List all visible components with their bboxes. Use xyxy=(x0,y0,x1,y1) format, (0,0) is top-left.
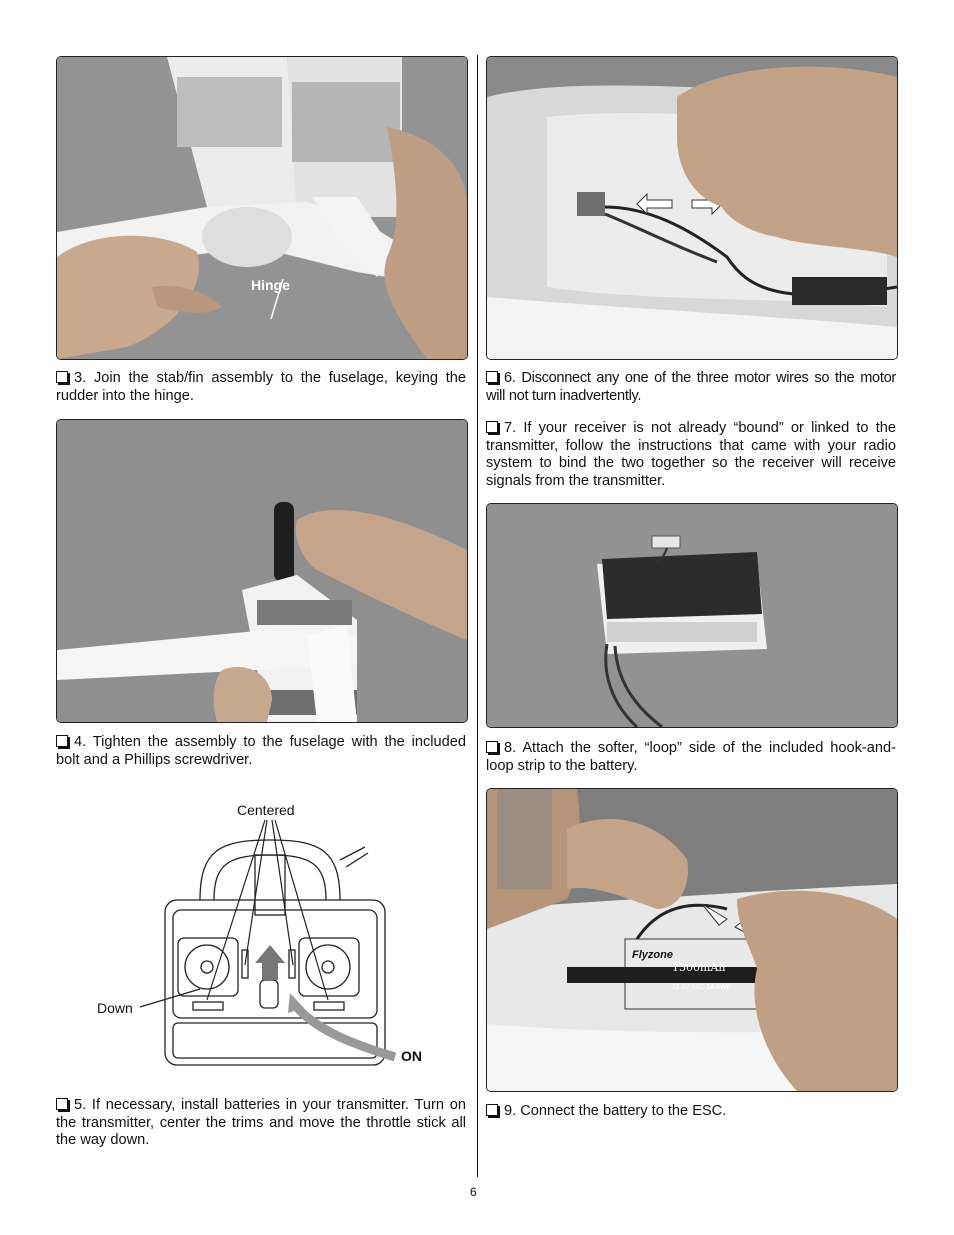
checkbox-icon[interactable] xyxy=(486,421,498,433)
photo-connect-battery xyxy=(486,788,898,1092)
checkbox-icon[interactable] xyxy=(56,371,68,383)
checkbox-icon[interactable] xyxy=(486,741,498,753)
on-label: ON xyxy=(401,1048,422,1064)
step-3-text: 3. Join the stab/fin assembly to the fuselage, keying the rudder into the hinge. xyxy=(56,370,466,404)
down-label: Down xyxy=(97,1000,133,1016)
checkbox-icon[interactable] xyxy=(486,1104,498,1116)
step-7-text: 7. If your receiver is not already “bound” or linked to the transmitter, follow the instructions that came with your radio system to bind the two together so the receiver will receive signals from the transmitter. xyxy=(486,420,896,489)
centered-label: Centered xyxy=(237,802,295,818)
battery-brand-label: Flyzone xyxy=(632,949,673,961)
transmitter-diagram xyxy=(90,795,460,1075)
photo-motor-wires xyxy=(486,56,898,360)
photo-stab-fin-assembly xyxy=(56,56,468,360)
checkbox-icon[interactable] xyxy=(56,1098,68,1110)
step-6-text: 6. Disconnect any one of the three motor wires so the motor will not turn inadvertently. xyxy=(486,370,896,404)
step-9-text: 9. Connect the battery to the ESC. xyxy=(486,1103,896,1121)
column-divider xyxy=(477,55,478,1177)
battery-spec-label: 11.1V 10C 14.4Wh xyxy=(672,984,731,991)
page-number: 6 xyxy=(470,1185,477,1199)
hinge-label: Hinge xyxy=(251,277,290,293)
step-4-text: 4. Tighten the assembly to the fuselage with the included bolt and a Phillips screwdriver. xyxy=(56,734,466,768)
photo-battery-loop-strip xyxy=(486,503,898,728)
checkbox-icon[interactable] xyxy=(56,735,68,747)
step-5-text: 5. If necessary, install batteries in your transmitter. Turn on the transmitter, center the trims and move the throttle stick all the way down. xyxy=(56,1097,466,1148)
photo-screwdriver xyxy=(56,419,468,723)
checkbox-icon[interactable] xyxy=(486,371,498,383)
step-8-text: 8. Attach the softer, “loop” side of the included hook-and-loop strip to the battery. xyxy=(486,740,896,774)
battery-capacity-label: 1300mAh xyxy=(672,961,726,974)
